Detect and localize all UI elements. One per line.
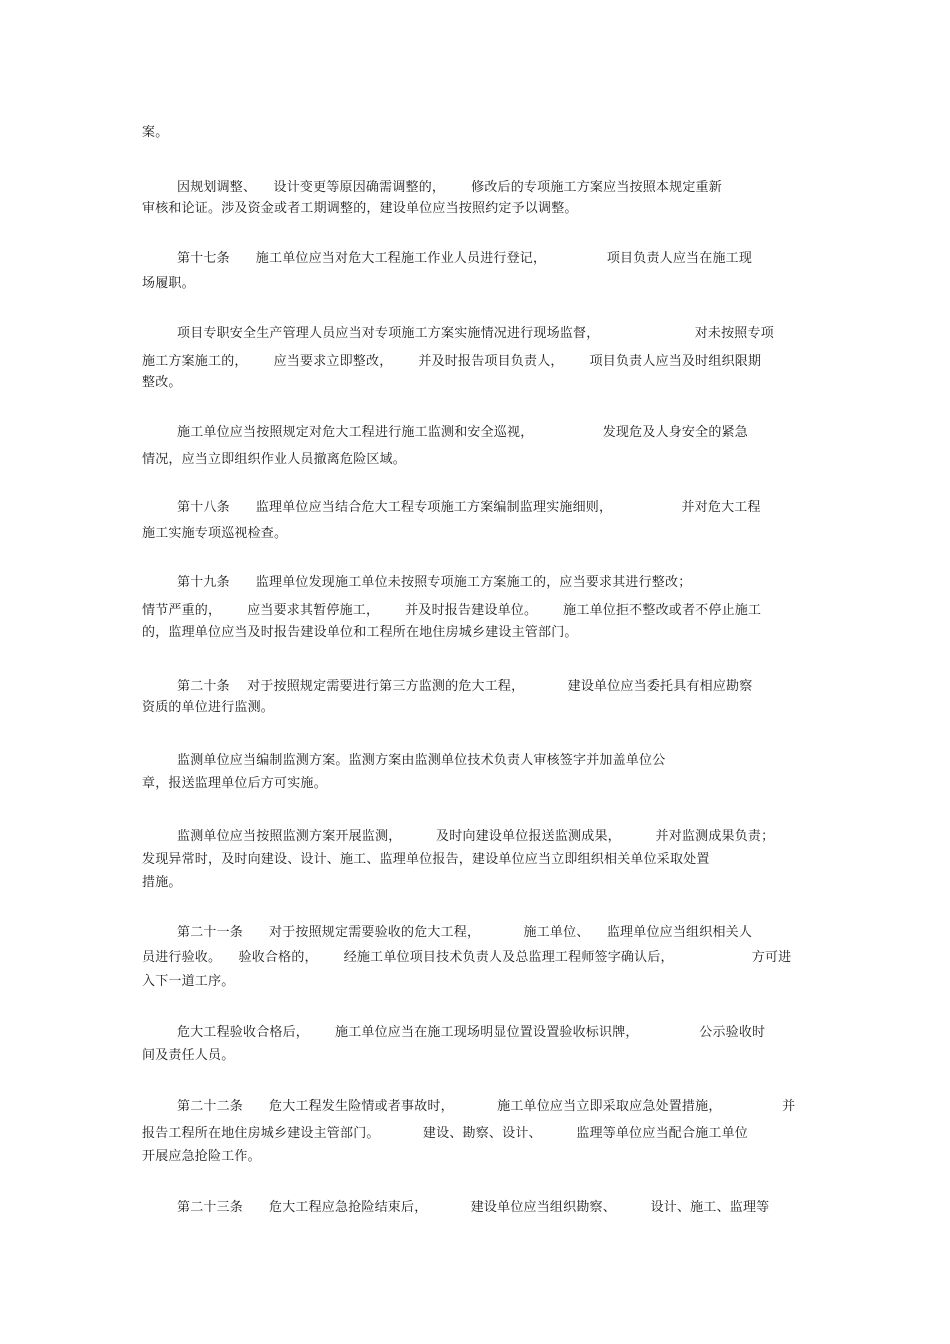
text-line: 发现异常时，及时向建设、设计、施工、监理单位报告，建设单位应当立即组织相关单位采取处置 — [142, 852, 710, 867]
text-line: 审核和论证。涉及资金或者工期调整的，建设单位应当按照约定予以调整。 — [142, 201, 578, 216]
text-line: 施工方案施工的， 应当要求立即整改， 并及时报告项目负责人， 项目负责人应当及时组织限期 — [142, 354, 762, 369]
text-line: 情节严重的， 应当要求其暂停施工， 并及时报告建设单位。 施工单位拒不整改或者不停止施工 — [142, 603, 762, 618]
text-line: 的，监理单位应当及时报告建设单位和工程所在地住房城乡建设主管部门。 — [142, 625, 578, 640]
text-line: 报告工程所在地住房城乡建设主管部门。 建设、勘察、设计、 监理等单位应当配合施工单位 — [142, 1126, 748, 1141]
text-line: 措施。 — [142, 875, 182, 890]
text-line: 第二十一条 对于按照规定需要验收的危大工程， 施工单位、 监理单位应当组织相关人 — [177, 925, 753, 940]
text-line: 第十八条 监理单位应当结合危大工程专项施工方案编制监理实施细则， 并对危大工程 — [177, 500, 761, 515]
text-line: 第十七条 施工单位应当对危大工程施工作业人员进行登记， 项目负责人应当在施工现 — [177, 251, 753, 266]
text-line: 员进行验收。 验收合格的， 经施工单位项目技术负责人及总监理工程师签字确认后， 方可进 — [142, 950, 792, 965]
text-line: 危大工程验收合格后， 施工单位应当在施工现场明显位置设置验收标识牌， 公示验收时 — [177, 1025, 766, 1040]
text-line: 因规划调整、 设计变更等原因确需调整的， 修改后的专项施工方案应当按照本规定重新 — [177, 180, 722, 195]
text-line: 情况，应当立即组织作业人员撤离危险区域。 — [142, 452, 407, 467]
text-line: 项目专职安全生产管理人员应当对专项施工方案实施情况进行现场监督， 对未按照专项 — [177, 326, 774, 341]
text-line: 开展应急抢险工作。 — [142, 1149, 261, 1164]
text-line: 监测单位应当按照监测方案开展监测， 及时向建设单位报送监测成果， 并对监测成果负责； — [177, 829, 775, 844]
text-line: 场履职。 — [142, 276, 195, 291]
text-line: 整改。 — [142, 375, 182, 390]
text-line: 入下一道工序。 — [142, 974, 235, 989]
text-line: 第二十三条 危大工程应急抢险结束后， 建设单位应当组织勘察、 设计、施工、监理等 — [177, 1200, 770, 1215]
text-line: 监测单位应当编制监测方案。监测方案由监测单位技术负责人审核签字并加盖单位公 — [177, 753, 666, 768]
text-line: 施工实施专项巡视检查。 — [142, 526, 288, 541]
text-line: 第二十二条 危大工程发生险情或者事故时， 施工单位应当立即采取应急处置措施， 并 — [177, 1099, 796, 1114]
text-line: 第十九条 监理单位发现施工单位未按照专项施工方案施工的，应当要求其进行整改； — [177, 575, 692, 590]
text-line: 间及责任人员。 — [142, 1048, 235, 1063]
text-line: 第二十条 对于按照规定需要进行第三方监测的危大工程， 建设单位应当委托具有相应勘察 — [177, 679, 753, 694]
text-line: 施工单位应当按照规定对危大工程进行施工监测和安全巡视， 发现危及人身安全的紧急 — [177, 425, 748, 440]
text-line: 章，报送监理单位后方可实施。 — [142, 776, 327, 791]
text-line: 案。 — [142, 125, 169, 140]
text-line: 资质的单位进行监测。 — [142, 700, 275, 715]
